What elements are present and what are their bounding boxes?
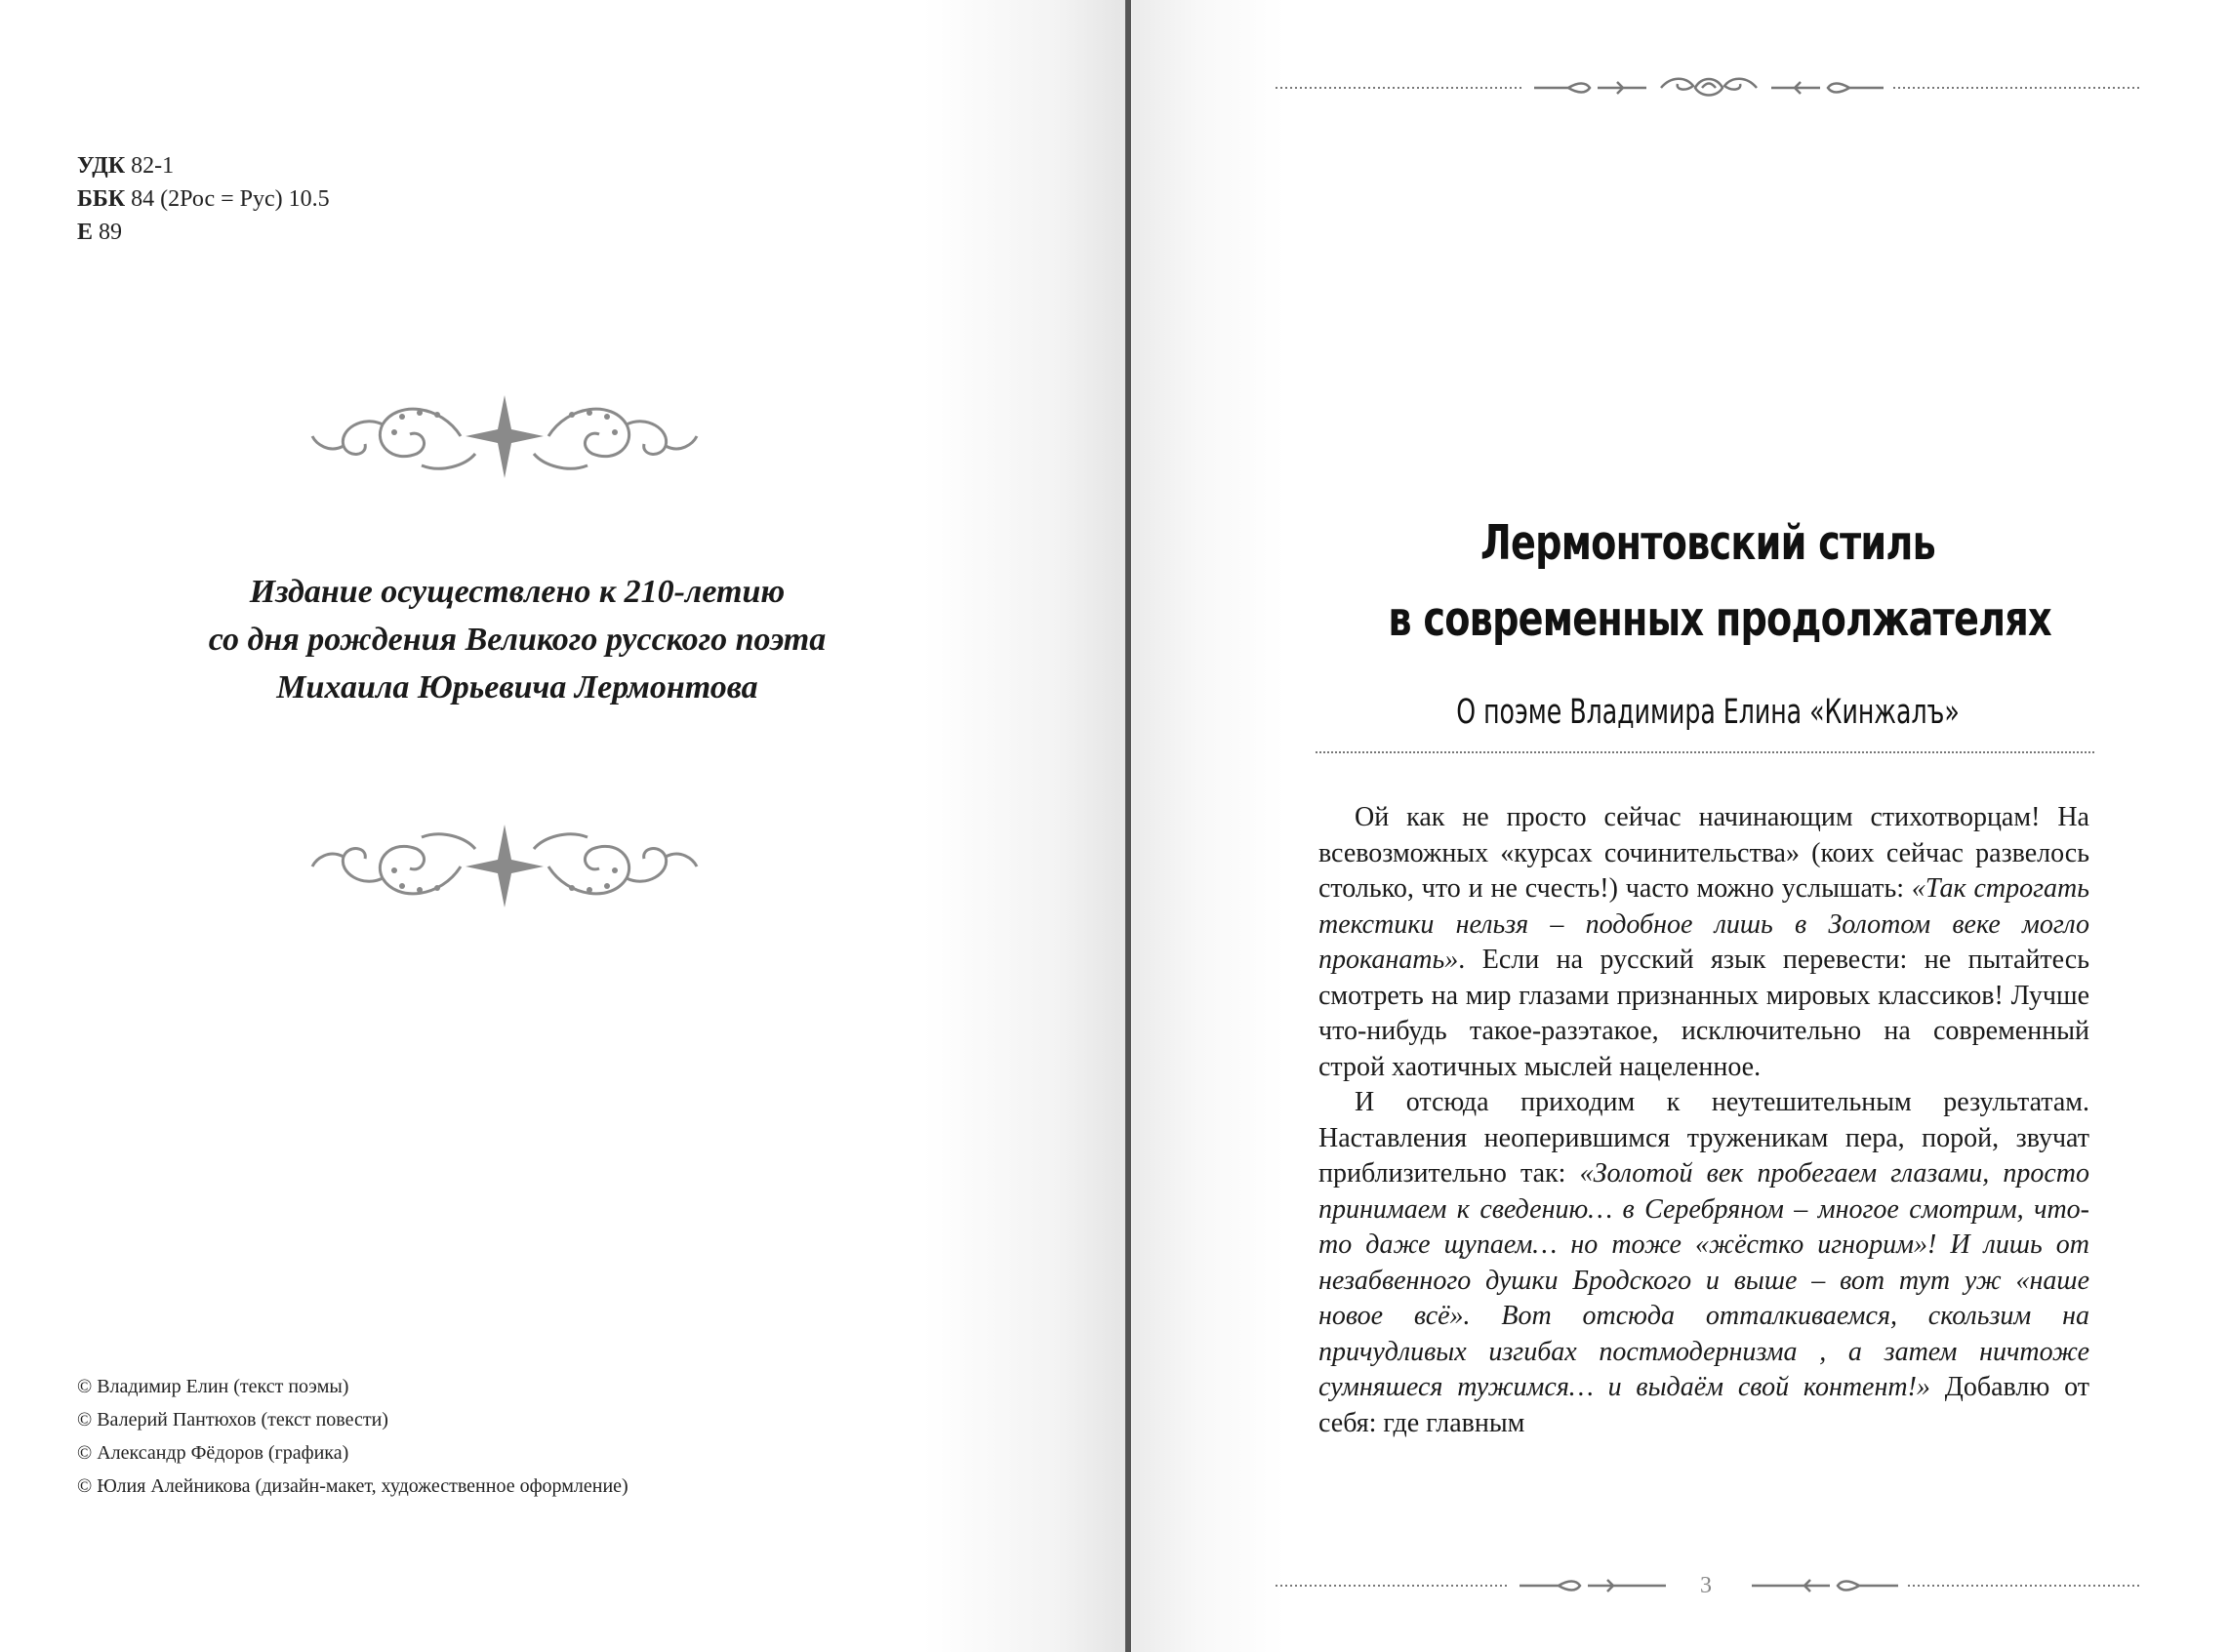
bibliographic-codes xyxy=(77,149,330,249)
paragraph-1: Ой как не просто сейчас начинающим стихотворцам! На всевозможных «курсах сочинительства» (коих сейчас развелось столько, что и не счесть!) часто можно услышать: «Так строгать текстики нельзя – подобное лишь в Золотом веке могло проканать». Если на русский язык перевести: не пытайтесь смотреть на мир глазами признанных мировых классиков! Лучше что-нибудь такое-разэтакое, исключительно на современный строй хаотичных мыслей нацеленное. xyxy=(1318,802,2089,1082)
page-number: 3 xyxy=(1700,1573,1712,1598)
article-body xyxy=(1318,800,2089,1441)
copyright-line: © Валерий Пантюхов (текст повести) xyxy=(77,1409,388,1430)
title-separator xyxy=(1316,751,2094,753)
paragraph-2: И отсюда приходим к неутешительным результатам. Наставления неоперившимся труженикам пера, порой, звучат приблизительно так: «Золотой век пробегаем глазами, просто принимаем к сведению… в Серебряном – многое смотрим, что-то даже щупаем… но тоже «жёстко игнорим»! И лишь от незабвенного душки Бродского и выше – вот тут уж «наше новое всё». Вот отсюда отталкиваемся, скользим на причудливых изгибах постмодернизма , а затем ничтоже сумняшеся тужимся… и выдаём свой контент!» Добавлю от себя: где главным xyxy=(1318,1087,2089,1438)
header-ornament xyxy=(1276,68,2142,107)
copyright-line: © Владимир Елин (текст поэмы) xyxy=(77,1376,349,1397)
book-spine xyxy=(1125,0,1131,1652)
dedication-line: Михаила Юрьевича Лермонтова xyxy=(276,669,758,705)
copyright-list xyxy=(77,1370,628,1503)
dedication-line: со дня рождения Великого русского поэта xyxy=(208,622,827,658)
dedication-line: Издание осуществлено к 210-летию xyxy=(249,574,786,610)
copyright-line: © Юлия Алейникова (дизайн-макет, художественное оформление) xyxy=(77,1475,628,1497)
author-mark-line: Е 89 xyxy=(77,220,123,245)
article-title xyxy=(1388,505,2051,658)
bbk-line: ББК 84 (2Рос = Рус) 10.5 xyxy=(77,186,330,212)
ornament-top xyxy=(304,385,705,493)
dedication xyxy=(98,568,937,711)
article-subtitle: О поэме Владимира Елина «Кинжалъ» xyxy=(1456,693,1960,732)
udk-line: УДК 82-1 xyxy=(77,153,175,179)
title-line: в современных продолжателях xyxy=(1388,591,2051,647)
copyright-line: © Александр Фёдоров (графика) xyxy=(77,1442,349,1464)
title-line: Лермонтовский стиль xyxy=(1480,515,1935,571)
ornament-bottom xyxy=(304,810,705,917)
